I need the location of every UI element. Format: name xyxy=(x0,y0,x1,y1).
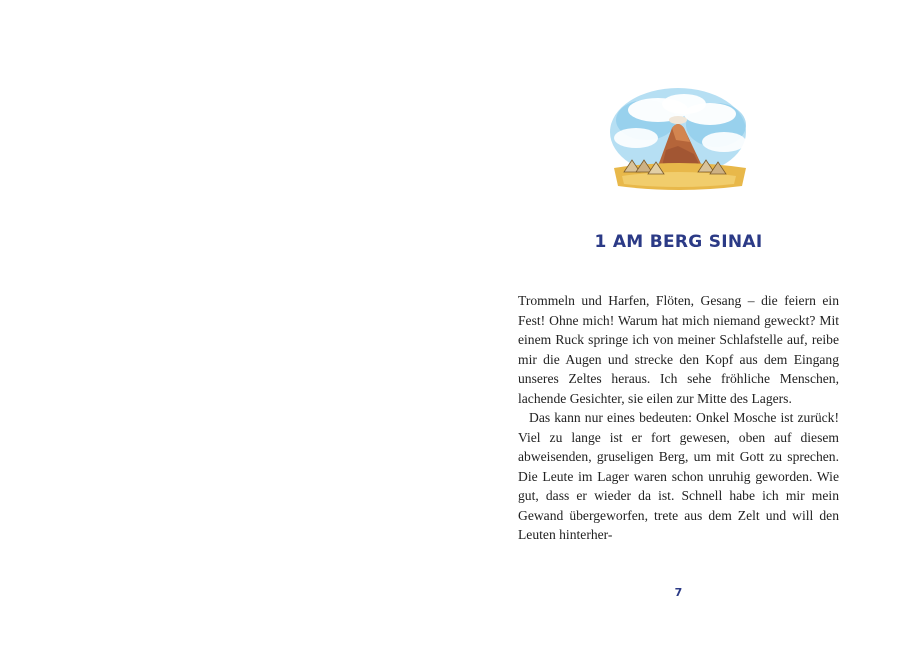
chapter-title: 1 AM BERG SINAI xyxy=(594,232,763,252)
paragraph-2: Das kann nur eines bedeuten: Onkel Mosche ist zurück! Viel zu lange ist er fort gewesen, oben auf diesem abweisenden, gruseligen Berg, um mit Gott zu sprechen. Die Leute im Lager waren schon unruhig geworden. Wie gut, dass er wieder da ist. Schnell habe ich mir mein Gewand übergeworfen, trete aus dem Zelt und will den Leuten hinterher- xyxy=(518,410,839,542)
left-page-blank xyxy=(0,0,456,648)
mountain-with-tents-icon xyxy=(606,80,751,198)
page-number: 7 xyxy=(674,586,683,599)
right-page xyxy=(456,0,913,648)
paragraph-1: Trommeln und Harfen, Flöten, Gesang – die feiern ein Fest! Ohne mich! Warum hat mich niemand geweckt? Mit einem Ruck springe ich von meiner Schlafstelle auf, reibe mir die Augen und strecke den Kopf aus dem Eingang unseres Zeltes heraus. Ich sehe fröhliche Menschen, lachende Gesichter, sie eilen zur Mitte des Lagers. xyxy=(518,293,839,406)
body-text xyxy=(518,291,839,545)
